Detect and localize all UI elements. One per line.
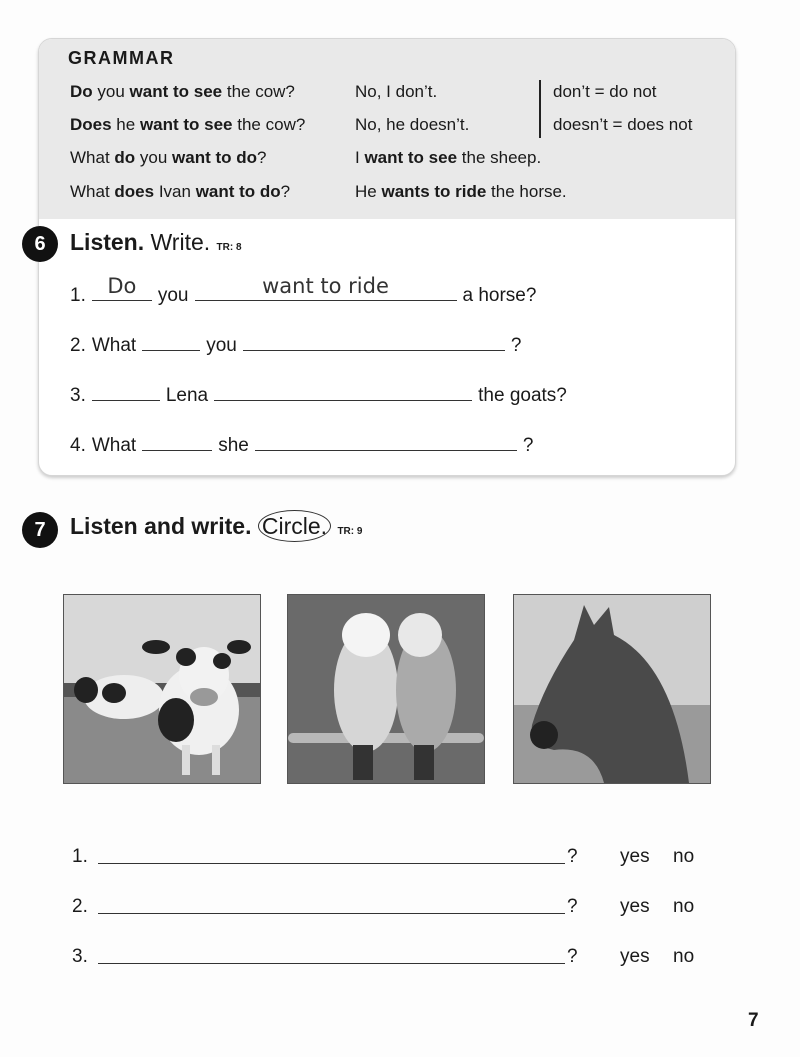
exercise-number-badge: 6 (22, 226, 58, 262)
answer-blank[interactable] (92, 274, 152, 301)
grammar-fragment: Does (70, 115, 112, 134)
grammar-question (70, 82, 295, 102)
item-number: 1. (70, 285, 86, 306)
divider (539, 80, 541, 138)
item-ending: the goats? (478, 385, 567, 406)
item-number: 1. (72, 846, 88, 867)
grammar-fragment: want to see (129, 82, 223, 101)
grammar-box (38, 38, 736, 476)
grammar-fragment: What (70, 182, 115, 201)
grammar-fragment: want to do (172, 148, 258, 167)
grammar-fragment: Ivan (154, 182, 196, 201)
answer-line[interactable] (98, 863, 565, 864)
exercise-6-item (70, 382, 573, 407)
track-number: TR: 8 (216, 242, 242, 253)
item-word: What (91, 335, 137, 356)
item-word: you (206, 335, 237, 356)
grammar-fragment: want to do (195, 182, 281, 201)
photo-cows (63, 594, 261, 784)
grammar-answer (355, 115, 469, 135)
grammar-fragment: No, he doesn’t. (355, 115, 470, 134)
grammar-fragment: wants to ride (381, 182, 487, 201)
answer-blank[interactable] (142, 432, 212, 451)
item-word: What (91, 435, 137, 456)
title-bold: Listen. (70, 229, 145, 255)
answer-line[interactable] (98, 913, 565, 914)
answer-blank[interactable] (195, 274, 457, 301)
item-ending: ? (510, 335, 522, 356)
item-number: 3. (70, 385, 86, 406)
grammar-fragment: you (92, 82, 130, 101)
answer-blank[interactable] (243, 332, 505, 351)
grammar-fragment: ? (257, 148, 267, 167)
grammar-question (70, 182, 290, 202)
item-word: she (218, 435, 249, 456)
grammar-fragment: he (111, 115, 140, 134)
exercise-6-item (70, 432, 539, 457)
grammar-fragment: want to see (139, 115, 233, 134)
yes-option[interactable]: yes (620, 896, 650, 917)
grammar-fragment: the cow? (222, 82, 295, 101)
item-number: 3. (72, 946, 88, 967)
grammar-fragment: I (355, 148, 365, 167)
question-mark: ? (567, 896, 578, 917)
exercise-6-title (70, 229, 242, 256)
item-number: 4. (70, 435, 86, 456)
grammar-fragment: He (355, 182, 382, 201)
grammar-fragment: does (114, 182, 155, 201)
grammar-fragment: the sheep. (457, 148, 542, 167)
item-number: 2. (70, 335, 86, 356)
no-option[interactable]: no (673, 896, 695, 917)
grammar-fragment: you (135, 148, 173, 167)
grammar-fragment: the cow? (232, 115, 306, 134)
grammar-fragment: do (114, 148, 136, 167)
answer-blank[interactable] (92, 382, 160, 401)
handwritten-answer: want to ride (262, 274, 389, 298)
answer-blank[interactable] (214, 382, 472, 401)
handwritten-answer: Do (107, 274, 137, 298)
title-rest: Write. (150, 229, 211, 255)
grammar-title: GRAMMAR (68, 48, 175, 68)
page-number: 7 (748, 1010, 759, 1031)
item-number: 2. (72, 896, 88, 917)
grammar-answer (355, 148, 541, 168)
grammar-fragment: the horse. (486, 182, 567, 201)
grammar-question (70, 115, 305, 135)
yes-option[interactable]: yes (620, 946, 650, 967)
grammar-fragment: Do (70, 82, 93, 101)
grammar-fragment: ? (280, 182, 291, 201)
question-mark: ? (567, 946, 578, 967)
question-mark: ? (567, 846, 578, 867)
track-number: TR: 9 (337, 526, 363, 537)
yes-option[interactable]: yes (620, 846, 650, 867)
answer-blank[interactable] (142, 332, 200, 351)
grammar-fragment: want to see (364, 148, 458, 167)
circled-word: Circle. (258, 510, 331, 542)
no-option[interactable]: no (673, 846, 695, 867)
grammar-fragment: What (70, 148, 115, 167)
item-ending: ? (522, 435, 534, 456)
grammar-note: doesn’t = does not (553, 115, 693, 134)
photo-horse (513, 594, 711, 784)
title-bold: Listen and write. (70, 513, 252, 539)
no-option[interactable]: no (673, 946, 695, 967)
answer-line[interactable] (98, 963, 565, 964)
item-word: you (157, 285, 189, 306)
exercise-number-badge: 7 (22, 512, 58, 548)
grammar-note: don’t = do not (553, 82, 657, 101)
grammar-answer (355, 82, 437, 102)
grammar-fragment: No, I don’t. (355, 82, 438, 101)
grammar-question (70, 148, 267, 168)
exercise-6-item (70, 332, 527, 357)
exercise-6-item (70, 274, 542, 307)
photo-budgies (287, 594, 485, 784)
grammar-answer (355, 182, 567, 202)
item-word: Lena (165, 385, 209, 406)
answer-blank[interactable] (255, 432, 517, 451)
item-ending: a horse? (462, 285, 537, 306)
exercise-7-title (70, 513, 362, 540)
